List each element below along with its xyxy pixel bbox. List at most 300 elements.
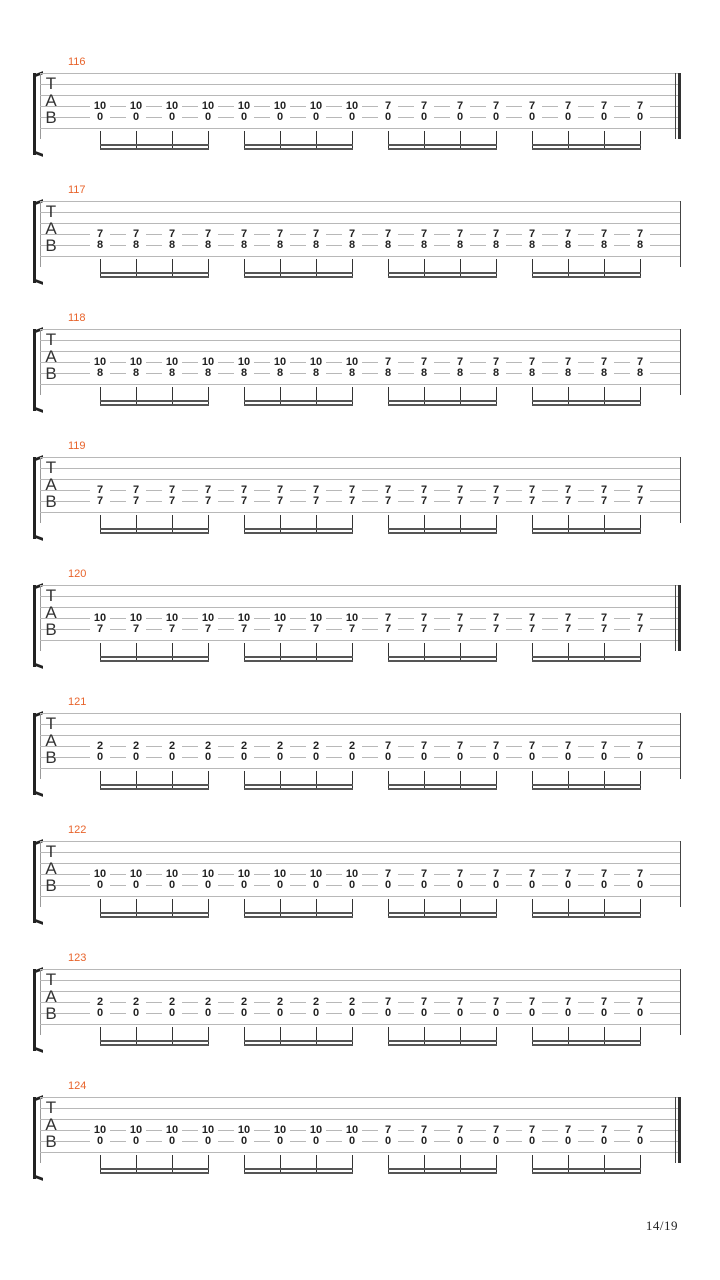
note-stem [100, 1155, 101, 1173]
note-beam [244, 528, 353, 530]
fret-number: 10 [306, 613, 326, 624]
note-stem [460, 643, 461, 661]
tab-clef-letter: A [45, 219, 57, 238]
note-stem [280, 515, 281, 533]
fret-number: 7 [594, 357, 614, 368]
note-beam [532, 272, 641, 274]
note-beam [388, 144, 497, 146]
note-stem [568, 899, 569, 917]
fret-number: 0 [450, 752, 470, 763]
barline [680, 841, 681, 907]
staff-line [40, 512, 681, 513]
fret-number: 0 [414, 1008, 434, 1019]
note-stem [136, 515, 137, 533]
staff-line [40, 457, 681, 458]
note-beam [100, 656, 209, 658]
fret-number: 0 [486, 1136, 506, 1147]
note-stem [424, 1155, 425, 1173]
staff-line [40, 713, 681, 714]
tab-system [0, 184, 720, 280]
note-stem [496, 1027, 497, 1045]
staff-line [40, 84, 681, 85]
fret-number: 0 [486, 1008, 506, 1019]
note-stem [568, 643, 569, 661]
fret-number: 0 [558, 880, 578, 891]
staff-line [40, 351, 681, 352]
fret-number: 8 [342, 240, 362, 251]
fret-number: 10 [234, 613, 254, 624]
fret-number: 0 [522, 880, 542, 891]
fret-number: 7 [378, 997, 398, 1008]
note-stem [640, 643, 641, 661]
system-bracket [33, 585, 39, 667]
note-stem [352, 643, 353, 661]
staff-line [40, 256, 681, 257]
fret-number: 10 [234, 101, 254, 112]
note-stem [208, 515, 209, 533]
note-beam [532, 1172, 641, 1174]
note-stem [352, 387, 353, 405]
staff-line [40, 768, 681, 769]
fret-number: 10 [90, 357, 110, 368]
fret-number: 7 [414, 357, 434, 368]
note-beam [244, 660, 353, 662]
fret-number: 7 [450, 1125, 470, 1136]
fret-number: 7 [450, 101, 470, 112]
tab-clef-letter: T [45, 1098, 57, 1117]
fret-number: 8 [414, 240, 434, 251]
note-beam [388, 1044, 497, 1046]
fret-number: 7 [378, 229, 398, 240]
staff-line [40, 980, 681, 981]
fret-number: 8 [234, 240, 254, 251]
fret-number: 10 [270, 101, 290, 112]
staff-line [40, 73, 681, 74]
note-beam [100, 912, 209, 914]
fret-number: 7 [558, 229, 578, 240]
fret-number: 7 [162, 496, 182, 507]
fret-number: 7 [630, 485, 650, 496]
fret-number: 7 [522, 624, 542, 635]
note-stem [352, 771, 353, 789]
note-beam [388, 148, 497, 150]
tab-clef-letter: A [45, 475, 57, 494]
fret-number: 7 [522, 485, 542, 496]
note-stem [280, 1155, 281, 1173]
fret-number: 8 [198, 240, 218, 251]
fret-number: 7 [270, 496, 290, 507]
fret-number: 10 [306, 101, 326, 112]
fret-number: 7 [306, 229, 326, 240]
note-stem [280, 771, 281, 789]
fret-number: 0 [414, 112, 434, 123]
note-beam [532, 1040, 641, 1042]
note-beam [388, 788, 497, 790]
note-stem [208, 387, 209, 405]
note-stem [496, 259, 497, 277]
fret-number: 10 [126, 101, 146, 112]
fret-number: 7 [450, 997, 470, 1008]
barline [675, 73, 676, 139]
note-stem [496, 643, 497, 661]
note-stem [136, 643, 137, 661]
fret-number: 0 [270, 1136, 290, 1147]
fret-number: 7 [630, 869, 650, 880]
fret-number: 0 [378, 112, 398, 123]
system-bracket [33, 201, 39, 283]
note-beam [100, 532, 209, 534]
fret-number: 8 [414, 368, 434, 379]
note-beam [388, 276, 497, 278]
system-bracket [33, 457, 39, 539]
fret-number: 8 [522, 240, 542, 251]
staff-line [40, 991, 681, 992]
staff-line [40, 607, 681, 608]
note-stem [640, 131, 641, 149]
tab-system [0, 824, 720, 920]
fret-number: 2 [306, 997, 326, 1008]
fret-number: 0 [270, 880, 290, 891]
note-beam [388, 912, 497, 914]
note-beam [100, 1168, 209, 1170]
system-bracket [33, 329, 39, 411]
fret-number: 7 [558, 1125, 578, 1136]
system-bracket [33, 713, 39, 795]
fret-number: 8 [198, 368, 218, 379]
note-beam [532, 1168, 641, 1170]
fret-number: 2 [126, 741, 146, 752]
fret-number: 8 [522, 368, 542, 379]
note-stem [388, 643, 389, 661]
note-stem [388, 259, 389, 277]
note-beam [100, 148, 209, 150]
fret-number: 0 [594, 1136, 614, 1147]
fret-number: 10 [234, 869, 254, 880]
fret-number: 0 [378, 1136, 398, 1147]
staff-line [40, 852, 681, 853]
fret-number: 10 [126, 613, 146, 624]
note-stem [388, 1155, 389, 1173]
fret-number: 8 [126, 368, 146, 379]
fret-number: 0 [414, 1136, 434, 1147]
fret-number: 10 [342, 869, 362, 880]
fret-number: 0 [342, 1136, 362, 1147]
fret-number: 2 [342, 997, 362, 1008]
note-stem [208, 643, 209, 661]
fret-number: 0 [486, 880, 506, 891]
fret-number: 7 [126, 624, 146, 635]
fret-number: 7 [630, 229, 650, 240]
fret-number: 0 [594, 1008, 614, 1019]
fret-number: 7 [558, 741, 578, 752]
tab-clef-letter: A [45, 1115, 57, 1134]
note-stem [424, 387, 425, 405]
fret-number: 8 [558, 368, 578, 379]
fret-number: 0 [558, 1008, 578, 1019]
tab-clef-letter: T [45, 458, 57, 477]
barline [680, 457, 681, 523]
fret-number: 10 [270, 1125, 290, 1136]
system-bracket [33, 1097, 39, 1179]
fret-number: 0 [90, 752, 110, 763]
note-stem [208, 771, 209, 789]
fret-number: 7 [450, 496, 470, 507]
fret-number: 0 [630, 112, 650, 123]
note-beam [100, 528, 209, 530]
note-stem [244, 643, 245, 661]
fret-number: 7 [450, 613, 470, 624]
staff-line [40, 1024, 681, 1025]
fret-number: 7 [630, 357, 650, 368]
fret-number: 0 [162, 752, 182, 763]
note-stem [496, 771, 497, 789]
fret-number: 7 [378, 357, 398, 368]
note-stem [604, 515, 605, 533]
tab-clef-letter: A [45, 731, 57, 750]
fret-number: 7 [522, 741, 542, 752]
fret-number: 0 [342, 1008, 362, 1019]
note-beam [388, 272, 497, 274]
staff-line [40, 95, 681, 96]
note-stem [208, 131, 209, 149]
note-stem [460, 259, 461, 277]
note-beam [532, 400, 641, 402]
staff-line [40, 896, 681, 897]
note-beam [100, 404, 209, 406]
fret-number: 0 [450, 1136, 470, 1147]
fret-number: 0 [198, 880, 218, 891]
note-beam [532, 912, 641, 914]
note-beam [244, 400, 353, 402]
fret-number: 8 [342, 368, 362, 379]
fret-number: 7 [486, 229, 506, 240]
fret-number: 7 [90, 496, 110, 507]
measure-number: 120 [68, 568, 87, 580]
fret-number: 7 [378, 613, 398, 624]
fret-number: 7 [630, 496, 650, 507]
system-bracket [33, 969, 39, 1051]
note-beam [244, 912, 353, 914]
note-stem [172, 259, 173, 277]
staff-line [40, 969, 681, 970]
fret-number: 7 [486, 1125, 506, 1136]
note-stem [532, 387, 533, 405]
fret-number: 10 [90, 1125, 110, 1136]
note-beam [388, 1168, 497, 1170]
note-beam [100, 784, 209, 786]
note-stem [388, 387, 389, 405]
barline [675, 585, 676, 651]
fret-number: 8 [90, 368, 110, 379]
fret-number: 8 [486, 368, 506, 379]
note-stem [172, 643, 173, 661]
fret-number: 0 [270, 1008, 290, 1019]
staff-line [40, 479, 681, 480]
fret-number: 0 [198, 752, 218, 763]
tab-clef-letter: A [45, 91, 57, 110]
note-stem [388, 899, 389, 917]
fret-number: 0 [162, 1008, 182, 1019]
fret-number: 10 [198, 1125, 218, 1136]
note-beam [244, 532, 353, 534]
note-stem [136, 131, 137, 149]
note-stem [460, 515, 461, 533]
fret-number: 10 [270, 357, 290, 368]
tab-clef-letter: B [45, 876, 57, 895]
fret-number: 7 [522, 997, 542, 1008]
note-stem [532, 515, 533, 533]
tab-system [0, 696, 720, 792]
fret-number: 7 [450, 229, 470, 240]
fret-number: 8 [594, 240, 614, 251]
tab-clef-letter: T [45, 202, 57, 221]
fret-number: 8 [378, 368, 398, 379]
fret-number: 7 [486, 997, 506, 1008]
fret-number: 2 [342, 741, 362, 752]
fret-number: 10 [162, 869, 182, 880]
fret-number: 0 [522, 1008, 542, 1019]
fret-number: 7 [594, 485, 614, 496]
fret-number: 7 [414, 229, 434, 240]
note-stem [172, 131, 173, 149]
fret-number: 8 [630, 368, 650, 379]
fret-number: 0 [306, 112, 326, 123]
staff-line [40, 841, 681, 842]
fret-number: 7 [594, 101, 614, 112]
tab-system [0, 440, 720, 536]
note-stem [460, 387, 461, 405]
fret-number: 10 [306, 869, 326, 880]
fret-number: 7 [486, 101, 506, 112]
note-stem [208, 1155, 209, 1173]
note-beam [388, 916, 497, 918]
barline [675, 1097, 676, 1163]
tab-system [0, 56, 720, 152]
fret-number: 2 [270, 741, 290, 752]
fret-number: 7 [558, 485, 578, 496]
fret-number: 2 [234, 997, 254, 1008]
fret-number: 0 [558, 752, 578, 763]
page-number: 14/19 [645, 1218, 678, 1233]
note-stem [640, 899, 641, 917]
fret-number: 7 [594, 613, 614, 624]
note-beam [100, 660, 209, 662]
note-beam [532, 532, 641, 534]
note-stem [496, 1155, 497, 1173]
note-stem [280, 387, 281, 405]
fret-number: 8 [162, 368, 182, 379]
fret-number: 10 [234, 1125, 254, 1136]
note-stem [100, 387, 101, 405]
note-stem [424, 899, 425, 917]
fret-number: 10 [126, 869, 146, 880]
fret-number: 7 [594, 496, 614, 507]
note-beam [100, 144, 209, 146]
fret-number: 0 [234, 1136, 254, 1147]
tab-clef-letter: B [45, 1132, 57, 1151]
staff-line [40, 596, 681, 597]
tab-clef-letter: T [45, 714, 57, 733]
fret-number: 7 [342, 229, 362, 240]
note-stem [244, 1027, 245, 1045]
note-stem [244, 259, 245, 277]
note-stem [424, 131, 425, 149]
fret-number: 0 [450, 1008, 470, 1019]
note-stem [100, 515, 101, 533]
note-beam [532, 784, 641, 786]
fret-number: 10 [306, 357, 326, 368]
fret-number: 2 [270, 997, 290, 1008]
note-stem [604, 387, 605, 405]
note-stem [316, 1027, 317, 1045]
fret-number: 0 [234, 112, 254, 123]
fret-number: 7 [198, 496, 218, 507]
fret-number: 7 [450, 357, 470, 368]
staff-line [40, 1152, 681, 1153]
fret-number: 7 [270, 229, 290, 240]
note-stem [604, 771, 605, 789]
note-stem [640, 515, 641, 533]
note-beam [532, 404, 641, 406]
staff-line [40, 1119, 681, 1120]
note-stem [100, 771, 101, 789]
fret-number: 0 [198, 112, 218, 123]
tab-clef-letter: A [45, 347, 57, 366]
note-beam [244, 784, 353, 786]
note-stem [532, 131, 533, 149]
fret-number: 7 [522, 496, 542, 507]
note-stem [316, 899, 317, 917]
fret-number: 0 [342, 880, 362, 891]
fret-number: 10 [270, 613, 290, 624]
note-stem [532, 643, 533, 661]
fret-number: 0 [270, 112, 290, 123]
note-beam [244, 404, 353, 406]
fret-number: 10 [270, 869, 290, 880]
note-stem [568, 771, 569, 789]
note-stem [640, 259, 641, 277]
fret-number: 7 [378, 1125, 398, 1136]
fret-number: 0 [198, 1008, 218, 1019]
note-beam [388, 404, 497, 406]
note-stem [460, 771, 461, 789]
fret-number: 7 [162, 229, 182, 240]
note-stem [316, 259, 317, 277]
fret-number: 0 [522, 752, 542, 763]
system-bracket [33, 73, 39, 155]
fret-number: 0 [270, 752, 290, 763]
fret-number: 7 [198, 624, 218, 635]
tab-clef-letter: T [45, 330, 57, 349]
fret-number: 7 [90, 229, 110, 240]
fret-number: 7 [306, 496, 326, 507]
fret-number: 8 [558, 240, 578, 251]
fret-number: 7 [414, 485, 434, 496]
fret-number: 7 [522, 1125, 542, 1136]
note-stem [172, 1027, 173, 1045]
fret-number: 10 [162, 1125, 182, 1136]
tab-clef-letter: B [45, 492, 57, 511]
note-stem [316, 771, 317, 789]
note-stem [136, 899, 137, 917]
note-beam [532, 1044, 641, 1046]
fret-number: 7 [126, 229, 146, 240]
fret-number: 0 [630, 1008, 650, 1019]
fret-number: 0 [90, 1136, 110, 1147]
note-stem [424, 643, 425, 661]
staff-line [40, 128, 681, 129]
note-beam [244, 272, 353, 274]
